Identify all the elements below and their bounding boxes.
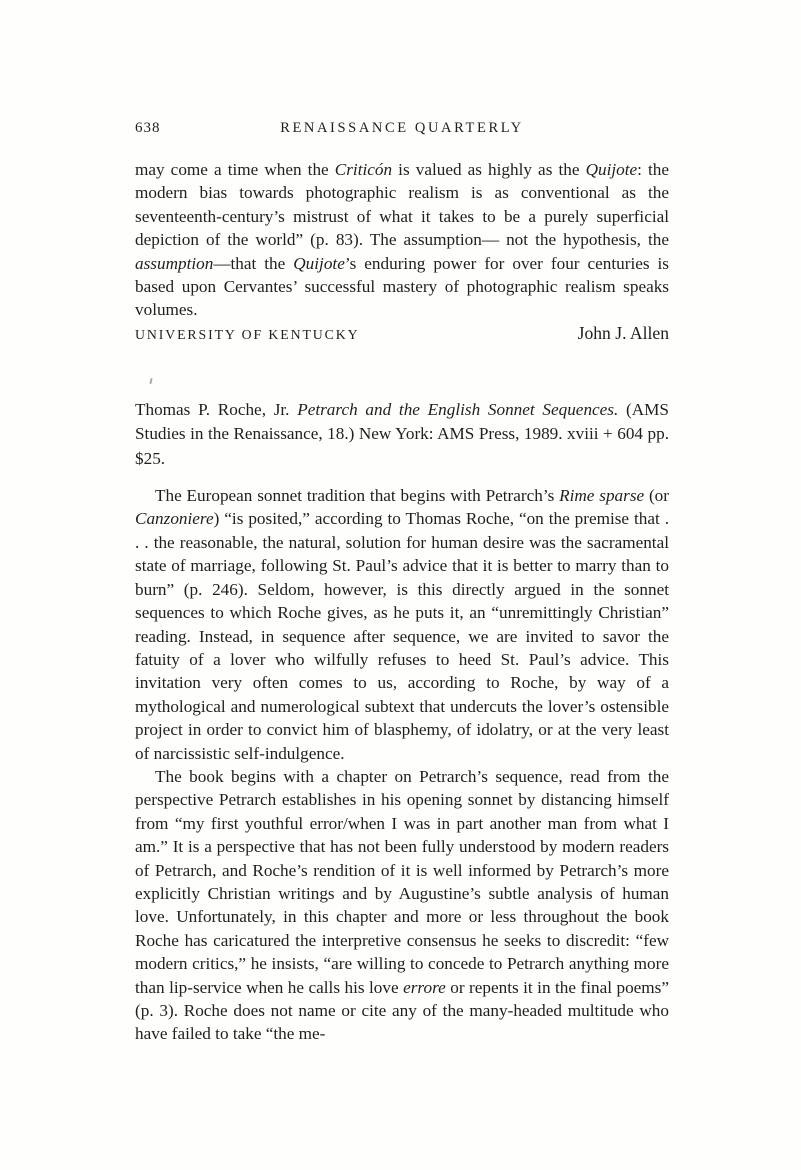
page-text-block (135, 118, 669, 1046)
review-paragraph-1: The European sonnet tradition that begins with Petrarch’s Rime sparse (or Canzoniere) “is posited,” according to Thomas Roche, “on the premise that . . . the reasonable, the natural, solution for human desire was the sacramental state of marriage, following St. Paul’s advice that it is better to marry than to burn” (p. 246). Seldom, however, is this directly argued in the sonnet sequences to which Roche gives, as he puts it, an “unremittingly Christian” reading. Instead, in sequence after sequence, we are invited to savor the fatuity of a lover who wilfully refuses to heed St. Paul’s advice. This invitation very often comes to us, according to Roche, by way of a mythological and numerological subtext that undercuts the lover’s ostensible project in order to convict him of blasphemy, of idolatry, or at the very least of narcissistic self-indulgence. (135, 486, 669, 763)
reviewer-name: John J. Allen (577, 322, 669, 343)
reviewer-affiliation: UNIVERSITY OF KENTUCKY (135, 326, 360, 342)
book-review-heading: Thomas P. Roche, Jr. Petrarch and the English Sonnet Sequences. (AMS Studies in the Renaissance, 18.) New York: AMS Press, 1989. xviii + 604 pp. $25. (135, 399, 669, 468)
review-signature-row (135, 323, 669, 344)
running-header (135, 118, 669, 138)
page-number: 638 (135, 120, 161, 136)
review-closing-paragraph: may come a time when the Criticón is valued as highly as the Quijote: the modern bias towards photographic realism is as conventional as the seventeenth-century’s mistrust of what it takes to be a purely superficial depiction of the world” (p. 83). The assumption— not the hypothesis, the assumption—that the Quijote’s enduring power for over four centuries is based upon Cervantes’ successful mastery of photographic realism speaks volumes. (135, 160, 669, 320)
review-paragraph-2: The book begins with a chapter on Petrarch’s sequence, read from the perspective Petrarch establishes in his opening sonnet by distancing himself from “my first youthful error/when I was in part another man from what I am.” It is a perspective that has not been fully understood by modern readers of Petrarch, and Roche’s rendition of it is well informed by Petrarch’s more explicitly Christian writings and by Augustine’s subtle analysis of human love. Unfortunately, in this chapter and more or less throughout the book Roche has caricatured the interpretive consensus he seeks to discredit: “few modern critics,” he insists, “are willing to concede to Petrarch anything more than lip-service when he calls his love errore or repents it in the final poems” (p. 3). Roche does not name or cite any of the many-headed multitude who have failed to take “the me- (135, 766, 669, 1044)
journal-title: RENAISSANCE QUARTERLY (280, 120, 524, 136)
